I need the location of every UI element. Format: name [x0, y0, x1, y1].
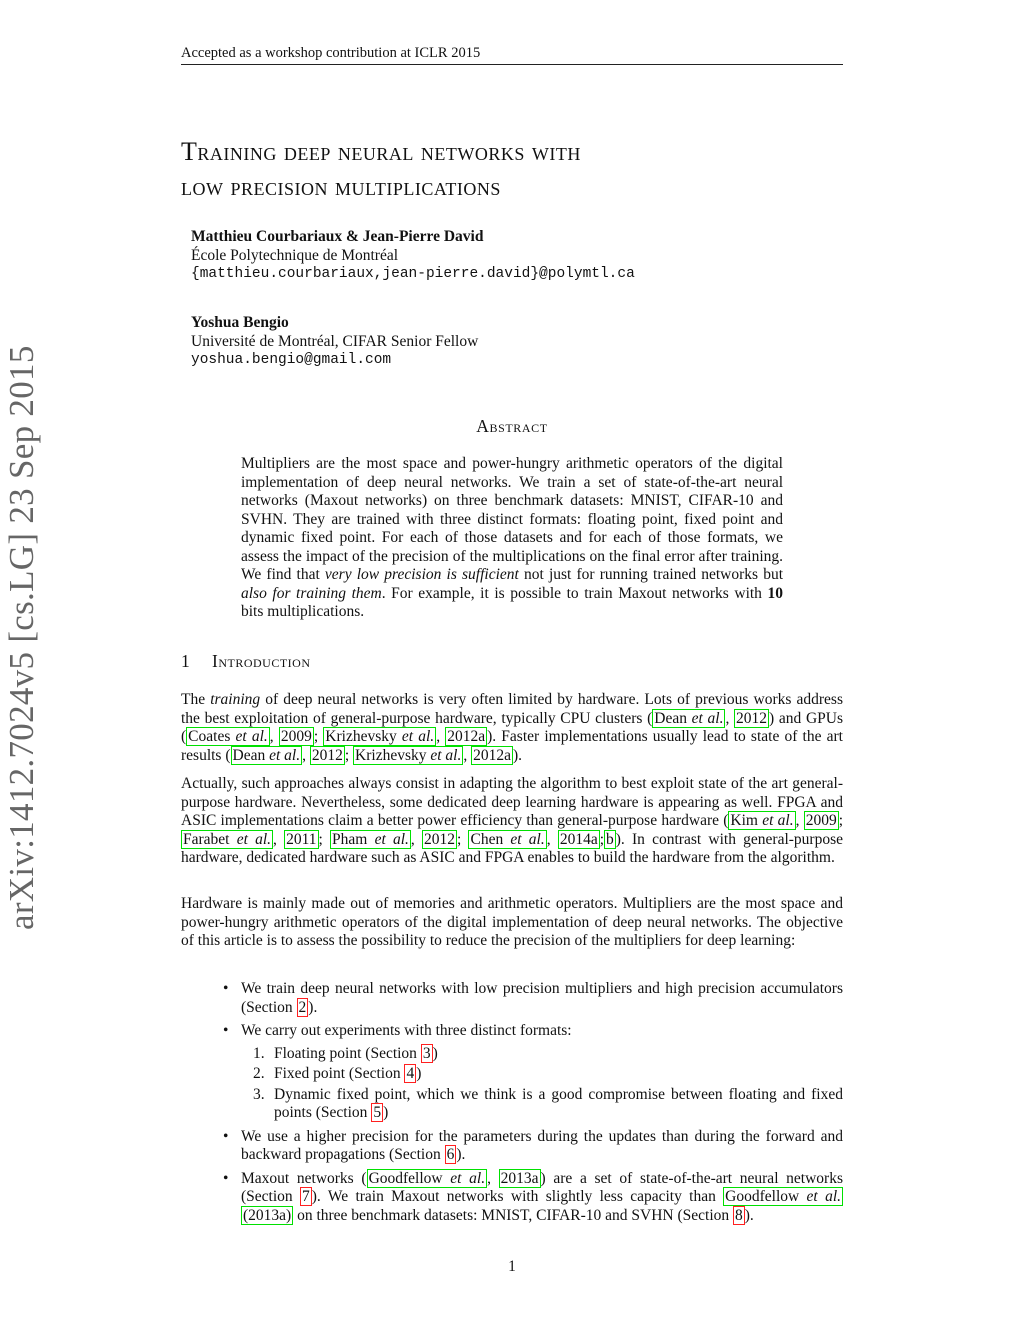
citation-link[interactable]: Krizhevsky et al. [325, 728, 435, 745]
list-item: • We train deep neural networks with low precision multipliers and high precision accumulators (Section 2 ). [221, 980, 843, 1017]
citation-link[interactable]: Goodfellow et al. [368, 1169, 486, 1187]
author-block-1 [191, 227, 811, 284]
citation-year-link[interactable]: 2012 [423, 830, 455, 848]
citation-year-link[interactable]: (2013a) [243, 1206, 292, 1224]
sublist-item: 3. Dynamic fixed point, which we think is a good compromise between floating and fixed points (Section 5 ) [253, 1085, 843, 1121]
author-affiliation: École Polytechnique de Montréal [191, 247, 399, 264]
intro-paragraph-3: Hardware is mainly made out of memories and arithmetic operators. Multipliers are the most space and power-hungry arithmetic operators of the digital implementation of deep neural networks. The objective of this article is to assess the possibility to reduce the precision of the multipliers for deep learning: [181, 895, 843, 949]
citation-year-link[interactable]: 2012a [447, 728, 486, 745]
abstract-body: Multipliers are the most space and power-hungry arithmetic operators of the digital implementation of deep neural networks. We train a set of state-of-the-art neural networks (Maxout networks) on three benchmark datasets: MNIST, CIFAR-10 and SVHN. They are trained with three distinct formats: floating point, fixed point and dynamic fixed point. For each of those datasets and for each of those formats, we assess the impact of the precision of the multiplications on the final error after training. We find that very low precision is sufficient not just for running trained networks but also for training them. For example, it is possible to train Maxout networks with 10 bits multiplications. [241, 455, 784, 620]
section-ref-link[interactable]: 5 [373, 1104, 382, 1121]
section-number: 1 [181, 651, 191, 671]
author-email: yoshua.bengio@gmail.com [191, 352, 392, 368]
author-email: {matthieu.courbariaux,jean-pierre.david}@polymtl.ca [191, 266, 635, 282]
arxiv-identifier: arXiv:1412.7024v5 [cs.LG] 23 Sep 2015 [2, 345, 41, 930]
citation-link[interactable]: Coates et al. [188, 728, 268, 745]
author-block-2 [191, 313, 811, 370]
running-header: Accepted as a workshop contribution at ICLR 2015 [181, 45, 843, 65]
title-line-2: low precision multiplications [181, 172, 501, 201]
intro-paragraph-2: Actually, such approaches always consist in adapting the algorithm to best exploit state of the art general-purpose hardware. Nevertheless, some dedicated deep learning hardware is appearing as well. FPGA and ASIC implementations claim a better power efficiency than general-purpose hardware ( Kim et al. , 2009 ; Farabet et al. , 2011 ; Pham et al. , 2012 ; Chen et al. , 2014a ; b ). In contrast with general-purpose hardware, dedicated hardware such as ASIC and FPGA enables to build the hardware from the algorithm. [181, 775, 844, 866]
citation-year-link[interactable]: b [606, 830, 614, 848]
citation-link[interactable]: Pham et al. [332, 830, 409, 848]
section-ref-link[interactable]: 8 [735, 1206, 743, 1224]
citation-year-link[interactable]: 2011 [286, 830, 317, 848]
citation-link[interactable]: Chen et al. [470, 830, 545, 848]
section-heading-introduction [181, 651, 843, 672]
page-number: 1 [508, 1258, 516, 1275]
section-ref-link[interactable]: 2 [298, 998, 307, 1016]
section-ref-link[interactable]: 6 [446, 1146, 455, 1163]
citation-link[interactable]: Kim et al. [730, 812, 794, 829]
section-ref-link[interactable]: 4 [406, 1065, 415, 1082]
section-ref-link[interactable]: 7 [302, 1188, 310, 1205]
author-affiliation: Université de Montréal, CIFAR Senior Fellow [191, 333, 479, 350]
title-line-1: Training deep neural networks with [181, 137, 581, 166]
author-name: Yoshua Bengio [191, 314, 289, 331]
sublist-item: 1. Floating point (Section 3 ) [253, 1044, 438, 1062]
list-item: • We carry out experiments with three distinct formats: 1. Floating point (Section 3 ) 2. Fixed point (Section 4 ) 3. Dynamic fixed point, which we think is a good compromise between floating and fixed points (Section 5 ) [221, 1022, 843, 1123]
citation-link[interactable]: Dean et al. [654, 709, 724, 727]
citation-year-link[interactable]: 2012 [311, 746, 343, 764]
paper-title [181, 134, 843, 204]
citation-year-link[interactable]: 2012 [736, 709, 768, 727]
section-ref-link[interactable]: 3 [422, 1044, 431, 1062]
sublist-item: 2. Fixed point (Section 4 ) [253, 1065, 422, 1082]
citation-link[interactable]: Dean et al. [232, 746, 301, 764]
citation-link[interactable]: Goodfellow et al. [725, 1188, 841, 1205]
intro-paragraph-1: The training of deep neural networks is very often limited by hardware. Lots of previous works address the best exploitation of general-purpose hardware, typically CPU clusters ( Dean et al. , 2012 ) and GPUs ( Coates et al. , 2009 ; Krizhevsky et al. , 2012a ). Faster implementations usually lead to state of the art results ( Dean et al. , 2012 ; Krizhevsky et al. , 2012a ). [181, 691, 843, 764]
list-item: • Maxout networks ( Goodfellow et al. , 2013a ) are a set of state-of-the-art neural networks (Section 7 ). We train Maxout networks with slightly less capacity than Goodfellow et al. (2013a) on three benchmark datasets: MNIST, CIFAR-10 and SVHN (Section 8 ). [221, 1170, 843, 1226]
contributions-list [221, 980, 843, 1230]
citation-year-link[interactable]: 2014a [559, 830, 598, 848]
citation-year-link[interactable]: 2012a [473, 746, 511, 764]
section-title: Introduction [212, 651, 311, 671]
formats-sublist [241, 1045, 843, 1123]
list-item: • We use a higher precision for the parameters during the updates than during the forward and backward propagations (Section 6 ). [221, 1128, 843, 1165]
citation-year-link[interactable]: 2009 [805, 812, 837, 829]
citation-year-link[interactable]: 2013a [500, 1169, 539, 1187]
author-name: Matthieu Courbariaux & Jean-Pierre David [191, 228, 484, 245]
citation-link[interactable]: Krizhevsky et al. [355, 746, 462, 764]
citation-year-link[interactable]: 2009 [280, 728, 312, 745]
citation-link[interactable]: Farabet et al. [183, 830, 272, 848]
abstract-heading: Abstract [476, 416, 548, 436]
